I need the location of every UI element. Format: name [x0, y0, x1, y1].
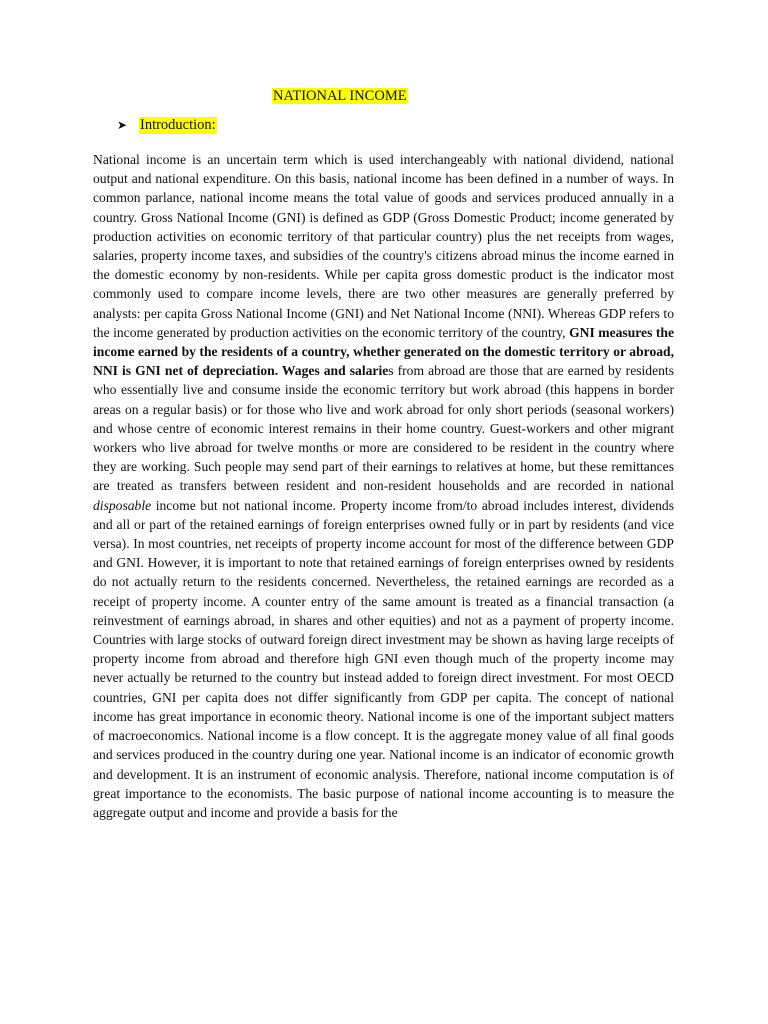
paragraph-bold-text: GNI measures the income earned by the residents of a country, whether generated on the domestic territory or abroad, NNI is GNI net of depreciation. Wages and salarie — [93, 324, 674, 379]
paragraph-text-2: s from abroad are those that are earned by residents who essentially live and consume inside the economic territory but work abroad (this happens in border areas on a regular basis) or for those who live and work abroad for only short periods (seasonal workers) and whose centre of economic interest remains in their home country. Guest-workers and other migrant workers who live abroad for twelve months or more are considered to be resident in the country where they are working. Such people may send part of their earnings to relatives at home, but these remittances are treated as transfers between resident and non-resident households and are recorded in national — [93, 363, 674, 494]
section-heading: Introduction: — [140, 117, 216, 133]
paragraph-text-1: National income is an uncertain term which is used interchangeably with national dividend, national output and national expenditure. On this basis, national income has been defined in a number of ways. In common parlance, national income means the total value of goods and services produced annually in a country. Gross National Income (GNI) is defined as GDP (Gross Domestic Product; income generated by production activities on economic territory of that particular country) plus the net receipts from wages, salaries, property income taxes, and subsidies of the country's citizens abroad minus the income earned in the domestic economy by non-residents. While per capita gross domestic product is the indicator most commonly used to compare income levels, there are two other measures are generally preferred by analysts: per capita Gross National Income (GNI) and Net National Income (NNI). Whereas GDP refers to the income generated by production activities on the economic territory of the country, — [93, 152, 674, 340]
paragraph-text-3: income but not national income. Property income from/to abroad includes interest, dividends and all or part of the retained earnings of foreign enterprises owned fully or in part by residents (and vice versa). In most countries, net receipts of property income account for most of the difference between GDP and GNI. However, it is important to note that retained earnings of foreign enterprises owned by residents do not actually return to the residents concerned. Nevertheless, the retained earnings are recorded as a receipt of property income. A counter entry of the same amount is treated as a financial transaction (a reinvestment of earnings abroad, in shares and other equities) and not as a payment of property income. Countries with large stocks of outward foreign direct investment may be shown as having large receipts of property income from abroad and therefore high GNI even though much of the property income may never actually be returned to the country but instead added to foreign direct investment. For most OECD countries, GNI per capita does not differ significantly from GDP per capita. The concept of national income has great importance in economic theory. National income is one of the important subject matters of macroeconomics. National income is a flow concept. It is the aggregate money value of all final goods and services produced in the country during one year. National income is an indicator of economic growth and development. It is an instrument of economic analysis. Therefore, national income computation is of great importance to the economists. The basic purpose of national income accounting is to measure the aggregate output and income and provide a basis for the — [93, 497, 674, 820]
section-heading-row — [117, 117, 217, 134]
body-paragraph — [93, 150, 674, 822]
document-title: NATIONAL INCOME — [273, 88, 407, 104]
arrowhead-bullet-icon: ➤ — [117, 118, 128, 132]
paragraph-italic-text: disposable — [93, 497, 152, 513]
title-container — [272, 88, 408, 105]
